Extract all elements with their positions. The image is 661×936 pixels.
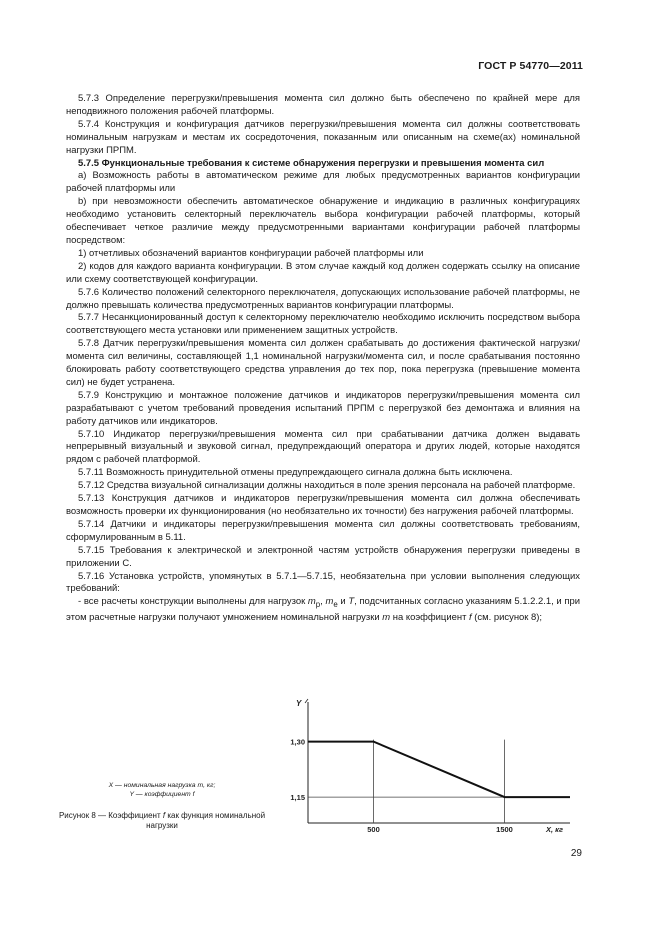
paragraph: 5.7.5 Функциональные требования к системе обнаружения перегрузки и превышения момента сил [78, 157, 545, 169]
paragraph: 5.7.3 Определение перегрузки/превышения момента сил должно быть обеспечено по крайней мере для неподвижного положения рабочей платформы. [66, 93, 580, 117]
paragraph: 1) отчетливых обозначений вариантов конфигурации рабочей платформы или [78, 247, 424, 259]
legend-y: Y — коэффициент f [129, 791, 195, 798]
text-segment: (см. рисунок 8); [471, 612, 543, 624]
symbol-m: m [325, 596, 334, 608]
symbol-m: m [307, 596, 316, 608]
paragraph-last [66, 596, 580, 625]
legend-x: X — номинальная нагрузка m, кг; [108, 782, 216, 789]
paragraph: 5.7.7 Несанкционированный доступ к селекторному переключателю необходимо исключить посредством выбора соответствующего места установки или применением защитных устройств. [66, 312, 580, 337]
symbol-t: T [348, 596, 355, 608]
subscript-e: e [333, 600, 338, 610]
paragraph: 5.7.8 Датчик перегрузки/превышения момента сил должен срабатывать до достижения фактической нагрузки/момента сил величины, составляющей 1,1 номинальной нагрузки/момента сил, и после срабатывания постоянно блокировать работу соответствующего средства управления до тех пор, пока перегрузка (превышение момента сил) не будет устранена. [66, 338, 580, 388]
paragraph-list [66, 93, 580, 596]
paragraph: 5.7.14 Датчики и индикаторы перегрузки/превышения момента сил должны соответствовать требованиям, сформулированным в 5.11. [66, 518, 580, 543]
text-segment: , подсчитанных согласно указаниям 5.1.2.2.1, и при этом расчетные нагрузки получают умножением номинальной нагрузки [66, 596, 581, 624]
figure-caption-block [46, 781, 278, 831]
y-tick-label: 1,30 [290, 737, 305, 747]
paragraph: 5.7.16 Установка устройств, упомянутых в 5.7.1—5.7.15, необязательна при условии выполнения следующих требований: [66, 570, 580, 595]
x-axis-label: X, кг [546, 825, 563, 834]
figure-8 [280, 692, 580, 849]
paragraph: 5.7.12 Средства визуальной сигнализации должны находиться в поле зрения персонала на рабочей платформе. [78, 480, 576, 492]
body-text [66, 93, 580, 625]
x-tick-label: 500 [367, 825, 380, 834]
paragraph: 5.7.4 Конструкция и конфигурация датчиков перегрузки/превышения момента сил должны соответствовать номинальным нагрузкам и местам их сосредоточения, показанным или описанным на схеме(ах) номинальной нагрузки ПРПМ. [66, 118, 580, 156]
text-segment: - все расчеты конструкции выполнены для нагрузок [78, 596, 308, 608]
paragraph: 5.7.13 Конструкция датчиков и индикаторов перегрузки/превышения момента сил должна обеспечивать возможность проверки их функционирования (но необязательно их точности) без нагружения рабочей платформы. [66, 493, 580, 517]
paragraph: b) при невозможности обеспечить автоматическое обнаружение и индикацию в различных конфигурациях необходимо установить селекторный переключатель выбора конфигурации рабочей платформы, который обеспечивает четкое различие между предусмотренными вариантами конфигурации рабочей платформы посредством: [66, 196, 580, 246]
chart-factor-f [280, 692, 580, 844]
paragraph: 5.7.15 Требования к электрической и электронной частям устройств обнаружения перегрузки приведены в приложении С. [66, 544, 580, 569]
text-segment: на коэффициент [390, 612, 470, 624]
paragraph: а) Возможность работы в автоматическом режиме для любых предусмотренных вариантов конфигурации рабочей платформы или [66, 170, 580, 195]
paragraph: 5.7.11 Возможность принудительной отмены предупреждающего сигнала должна быть исключена. [78, 467, 513, 479]
paragraph: 5.7.9 Конструкцию и монтажное положение датчиков и индикаторов перегрузки/превышения момента сил разрабатывают с учетом требований проведения испытаний ПРПМ с перегрузкой без демонтажа и влияния на работу датчиков или индикаторов. [66, 389, 580, 427]
symbol-m: m [382, 612, 391, 624]
text-segment: и [337, 596, 349, 608]
paragraph: 5.7.10 Индикатор перегрузки/превышения момента сил при срабатывании датчика должен выдавать непрерывный визуальный и звуковой сигнал, предупреждающий оператора и других людей, которые находятся рядом с рабочей платформой. [66, 428, 580, 466]
paragraph: 2) кодов для каждого варианта конфигурации. В этом случае каждый код должен содержать ссылку на описание или схему соответствующей конфигурации. [66, 260, 580, 285]
y-axis-label: Y [296, 699, 302, 708]
y-tick-label: 1,15 [290, 793, 305, 803]
x-tick-label: 1500 [496, 825, 513, 834]
text-segment: , [320, 596, 326, 608]
page-number: 29 [570, 848, 582, 859]
figure-caption: Рисунок 8 — Коэффициент f как функция номинальной нагрузки [58, 811, 266, 830]
series-line [308, 742, 570, 798]
document-id: ГОСТ Р 54770—2011 [478, 60, 583, 72]
subscript-p: p [315, 600, 321, 610]
paragraph: 5.7.6 Количество положений селекторного переключателя, допускающих использование рабочей платформы, не должно превышать количества предусмотренных вариантов конфигурации платформы. [66, 286, 580, 311]
symbol-f: f [469, 612, 472, 624]
